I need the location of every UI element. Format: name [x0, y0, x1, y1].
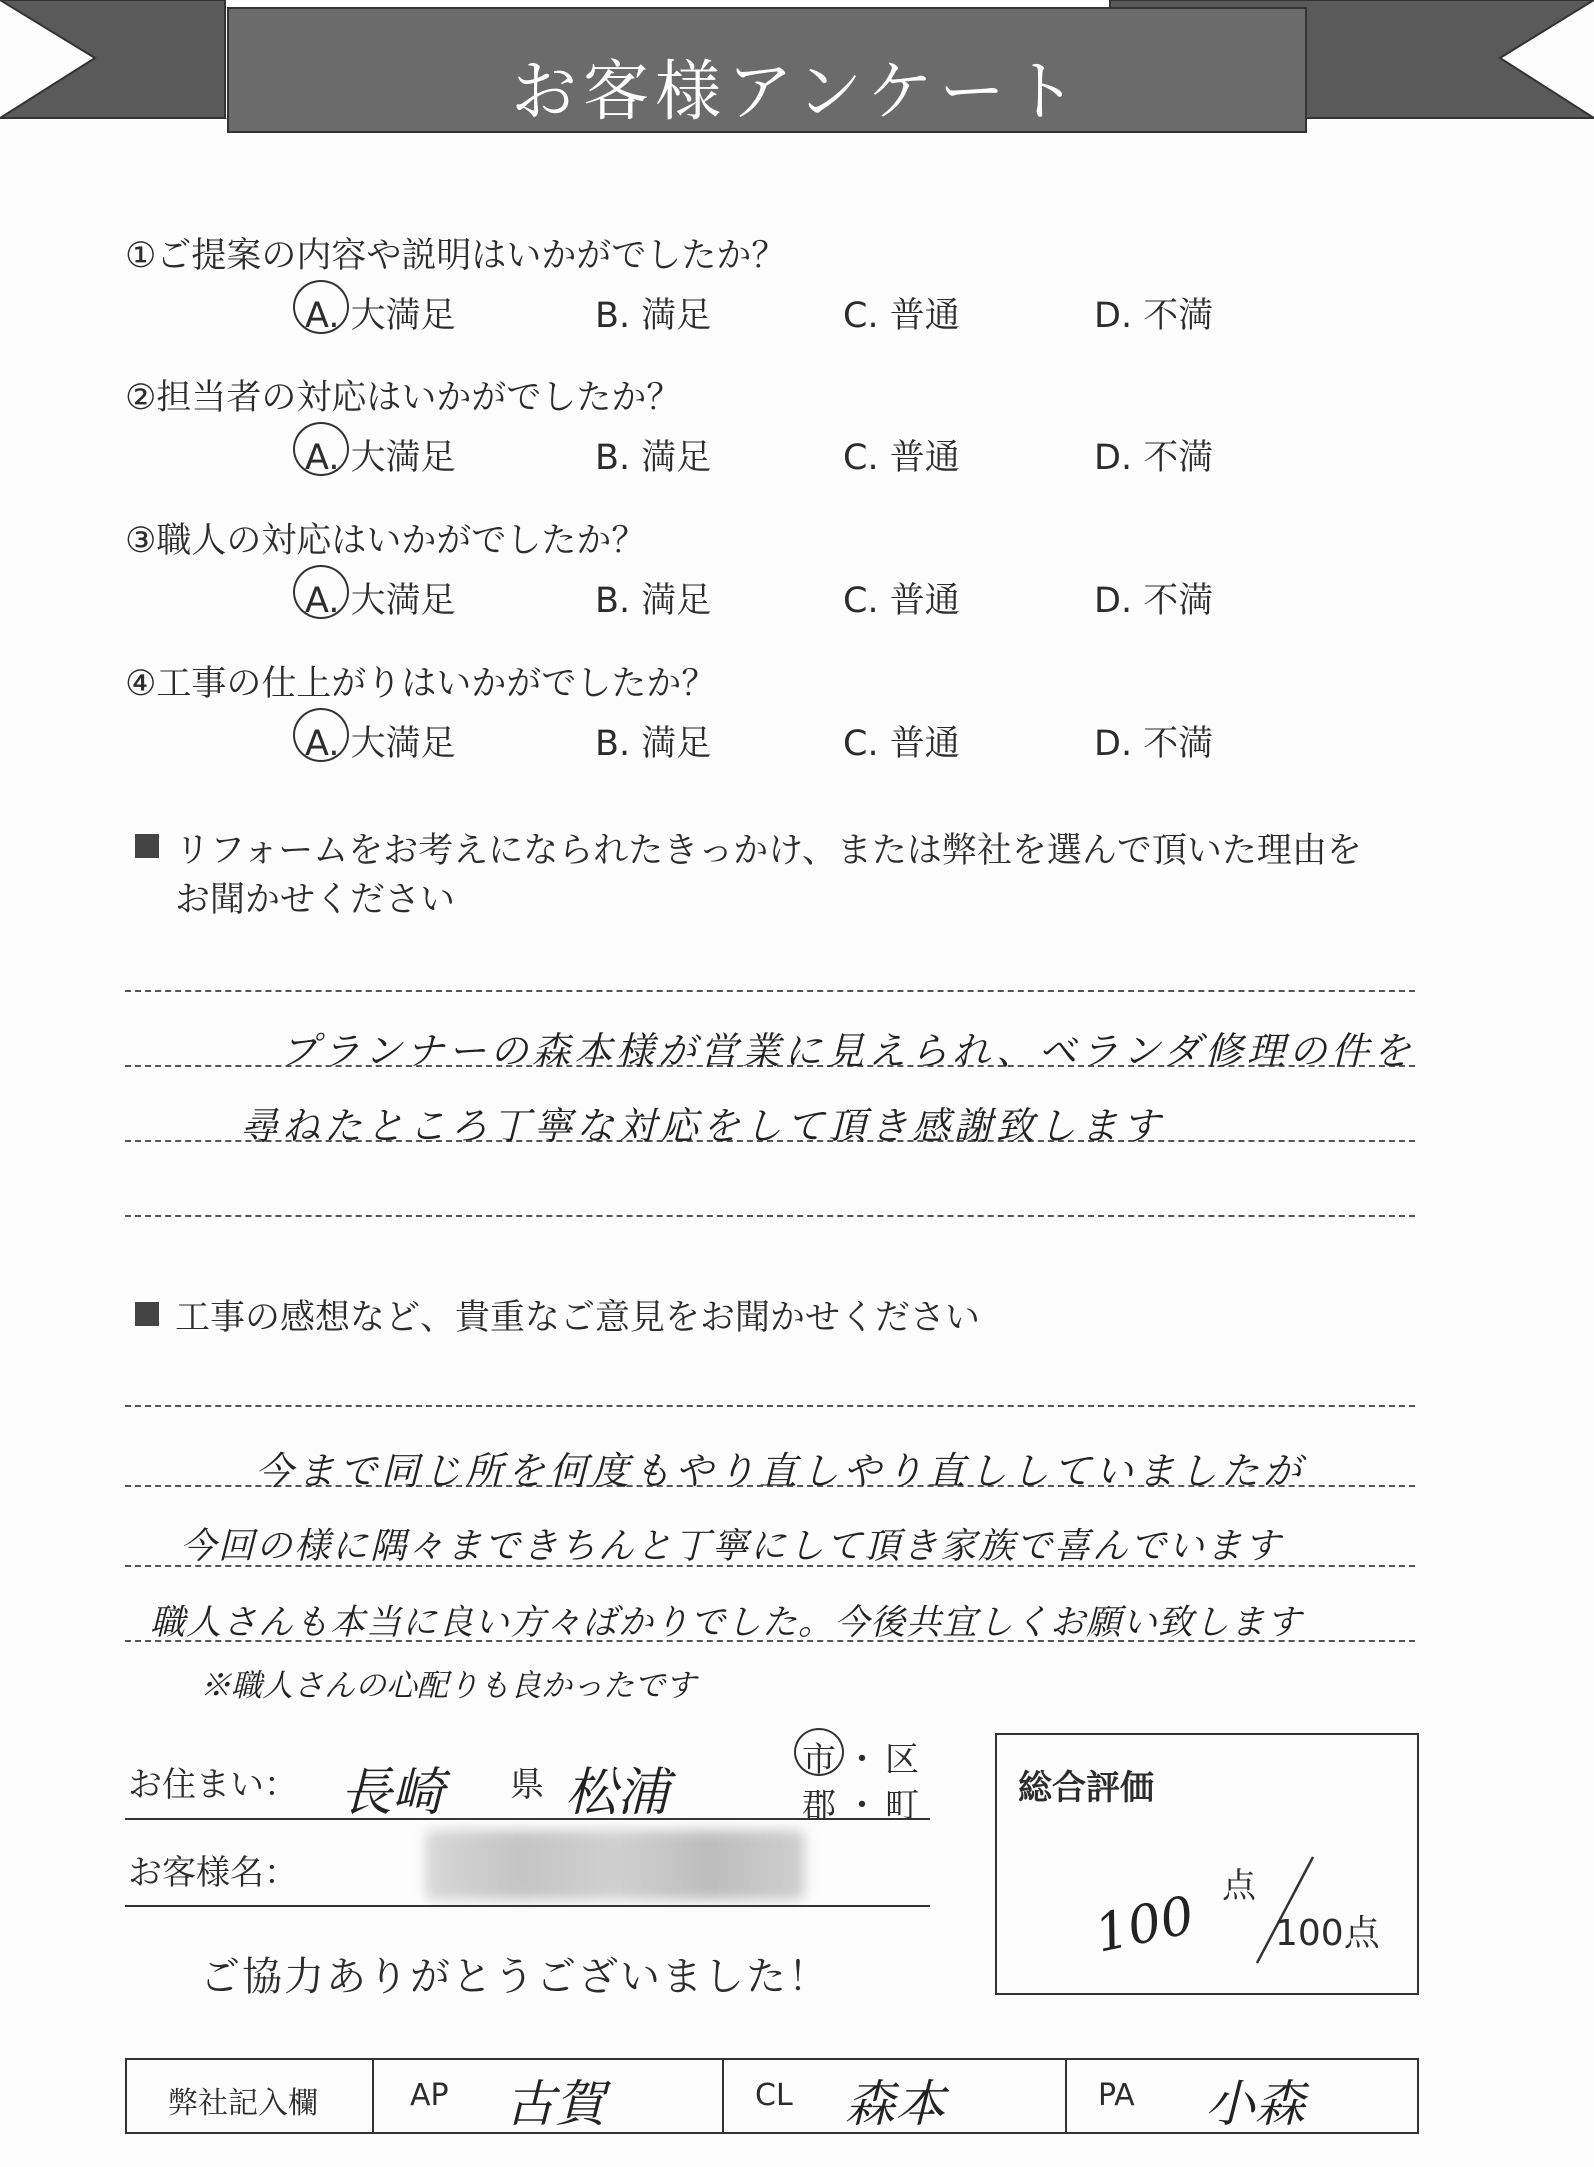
page-title: お客様アンケート — [510, 53, 1084, 130]
question-1: ①ご提案の内容や説明はいかがでしたか？ — [125, 236, 787, 276]
option-c[interactable]: C. 普通 — [843, 724, 960, 764]
bullet-square-icon — [135, 834, 159, 858]
section1-heading-cont: お聞かせください — [175, 880, 456, 920]
section2-heading: 工事の感想など、貴重なご意見をお聞かせください — [175, 1298, 981, 1338]
question-4: ④工事の仕上がりはいかがでしたか？ — [125, 664, 717, 704]
option-d[interactable]: D. 不満 — [1094, 724, 1214, 764]
option-b[interactable]: B. 満足 — [595, 438, 712, 478]
answer-line — [125, 990, 1415, 992]
option-b[interactable]: B. 満足 — [595, 724, 712, 764]
pa-value: 小森 — [1205, 2075, 1305, 2133]
option-b[interactable]: B. 満足 — [595, 581, 712, 621]
address-ku: 区 — [885, 1740, 919, 1780]
table-divider — [1065, 2058, 1067, 2133]
cl-label: CL — [755, 2078, 793, 2113]
rating-max: 100点 — [1275, 1913, 1380, 1954]
selected-circle-icon — [293, 280, 349, 334]
question-3: ③職人の対応はいかがでしたか？ — [125, 521, 647, 561]
section1-heading: リフォームをお考えになられたきっかけ、または弊社を選んで頂いた理由を — [175, 831, 1362, 871]
address-label: お住まい： — [128, 1765, 298, 1805]
option-a[interactable]: A. 大満足 — [305, 296, 456, 336]
office-use-label: 弊社記入欄 — [168, 2086, 318, 2121]
address-shi: 市 — [802, 1740, 836, 1780]
option-c[interactable]: C. 普通 — [843, 581, 960, 621]
address-dot: ・ — [845, 1740, 879, 1780]
option-a[interactable]: A. 大満足 — [305, 581, 456, 621]
address-prefecture: 長崎 — [340, 1763, 445, 1823]
thanks-message: ご協力ありがとうございました！ — [200, 1954, 830, 2000]
pa-label: PA — [1098, 2078, 1135, 2113]
table-divider — [722, 2058, 724, 2133]
section2-answer-line4: ※職人さんの心配りも良かったです — [200, 1668, 696, 1704]
rating-label: 総合評価 — [1018, 1768, 1154, 1808]
cl-value: 森本 — [845, 2075, 945, 2133]
option-a[interactable]: A. 大満足 — [305, 438, 456, 478]
answer-line — [125, 1215, 1415, 1217]
option-d[interactable]: D. 不満 — [1094, 296, 1214, 336]
section2-answer-line2: 今回の様に隅々まできちんと丁寧にして頂き家族で喜んでいます — [180, 1526, 1283, 1567]
option-b[interactable]: B. 満足 — [595, 296, 712, 336]
customer-name-underline — [125, 1905, 930, 1907]
blurred-customer-name — [425, 1830, 805, 1900]
selected-circle-icon — [293, 422, 349, 476]
option-c[interactable]: C. 普通 — [843, 296, 960, 336]
customer-name-label: お客様名： — [128, 1853, 298, 1893]
ap-label: AP — [410, 2078, 449, 2113]
section2-answer-line3: 職人さんも本当に良い方々ばかりでした。今後共宜しくお願い致します — [150, 1603, 1303, 1643]
section1-answer-line2: 尋ねたところ丁寧な対応をして頂き感謝致します — [240, 1104, 1165, 1148]
bullet-square-icon — [135, 1302, 159, 1326]
address-city: 松浦 — [565, 1763, 670, 1823]
address-gun: 郡 — [802, 1786, 836, 1826]
address-ken: 県 — [510, 1765, 544, 1805]
rating-score: 100 — [1089, 1885, 1200, 1965]
answer-line — [125, 1405, 1415, 1407]
rating-ten: 点 — [1222, 1866, 1256, 1906]
section2-answer-line1: 今まで同じ所を何度もやり直しやり直ししていましたが — [255, 1449, 1306, 1493]
address-cho: 町 — [885, 1786, 919, 1826]
address-underline — [125, 1818, 930, 1820]
selected-circle-icon — [794, 1728, 844, 1776]
selected-circle-icon — [293, 565, 349, 619]
selected-circle-icon — [293, 708, 349, 762]
option-c[interactable]: C. 普通 — [843, 438, 960, 478]
ap-value: 古賀 — [505, 2075, 605, 2133]
section1-answer-line1: プランナーの森本様が営業に見えられ、ベランダ修理の件を — [280, 1029, 1415, 1073]
option-a[interactable]: A. 大満足 — [305, 724, 456, 764]
option-d[interactable]: D. 不満 — [1094, 438, 1214, 478]
address-dot: ・ — [845, 1786, 879, 1826]
option-d[interactable]: D. 不満 — [1094, 581, 1214, 621]
question-2: ②担当者の対応はいかがでしたか？ — [125, 378, 682, 418]
table-divider — [372, 2058, 374, 2133]
